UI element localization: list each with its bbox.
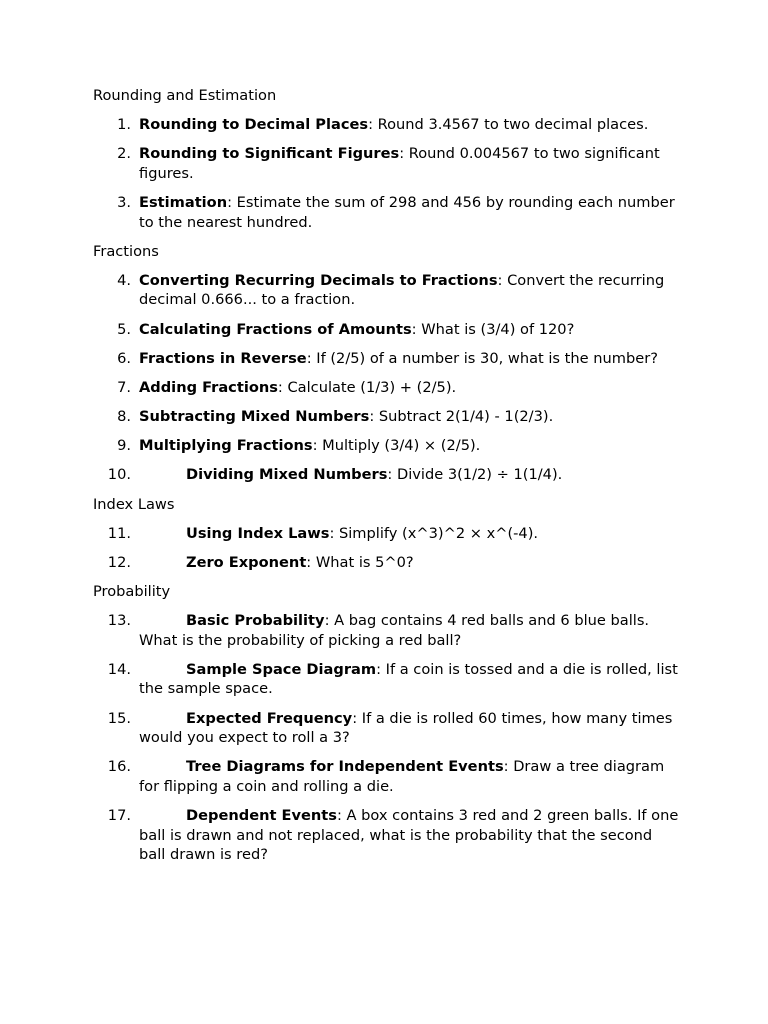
item-title: Rounding to Decimal Places	[139, 116, 369, 133]
section-heading-index-laws: Index Laws	[93, 495, 175, 513]
list-item	[93, 757, 683, 796]
item-number: 14.	[107, 660, 131, 678]
item-title: Dividing Mixed Numbers	[186, 466, 388, 484]
item-title: Calculating Fractions of Amounts	[139, 320, 412, 338]
list-item	[93, 709, 683, 748]
list-item	[93, 144, 683, 183]
item-number: 11.	[107, 524, 131, 542]
item-title: Sample Space Diagram	[186, 660, 377, 678]
item-number: 2.	[117, 145, 131, 163]
list-item	[93, 660, 683, 699]
item-title: Expected Frequency	[186, 709, 353, 727]
item-text: : If a coin is tossed and a die is rolled, list the sample space.	[139, 660, 678, 698]
item-text: : Calculate (1/3) + (2/5).	[277, 378, 457, 396]
item-title: Dependent Events	[186, 807, 337, 825]
list-item	[93, 524, 683, 544]
item-text: : If a die is rolled 60 times, how many times would you expect to roll a 3?	[139, 709, 673, 747]
item-text: : A box contains 3 red and 2 green balls. If one ball is drawn and not replaced, what is the probability that the second ball drawn is red?	[139, 807, 679, 864]
list-item	[93, 115, 683, 135]
item-number: 6.	[117, 349, 131, 367]
item-text: : Convert the recurring decimal 0.666... to a fraction.	[139, 271, 665, 309]
list-item	[93, 378, 683, 398]
item-number: 15.	[107, 709, 131, 727]
item-title: Fractions in Reverse	[139, 349, 307, 367]
item-title: Rounding to Significant Figures	[139, 145, 400, 163]
item-text: : What is (3/4) of 120?	[411, 320, 575, 338]
item-title: Tree Diagrams for Independent Events	[186, 758, 504, 776]
list-item	[93, 806, 683, 865]
item-number: 4.	[117, 271, 131, 289]
item-title: Multiplying Fractions	[139, 437, 313, 455]
item-number: 8.	[117, 408, 131, 426]
section-heading-fractions: Fractions	[93, 242, 159, 260]
item-text: : Multiply (3/4) × (2/5).	[312, 437, 481, 455]
list-item	[93, 465, 683, 485]
list-item	[93, 193, 683, 232]
item-number: 7.	[117, 378, 131, 396]
item-text: : Round 0.004567 to two significant figures.	[139, 145, 660, 182]
item-title: Estimation	[139, 193, 228, 211]
item-number: 3.	[117, 193, 131, 211]
item-number: 10.	[107, 466, 131, 484]
list-item	[93, 349, 683, 369]
item-number: 13.	[107, 612, 131, 630]
list-item	[93, 553, 683, 573]
item-number: 1.	[117, 116, 131, 133]
list-item	[93, 611, 683, 650]
list-item	[93, 407, 683, 427]
item-text: : Simplify (x^3)^2 × x^(-4).	[329, 524, 539, 542]
item-text: : Divide 3(1/2) ÷ 1(1/4).	[387, 466, 563, 484]
list-item	[93, 436, 683, 456]
item-title: Converting Recurring Decimals to Fractions	[139, 271, 498, 289]
item-text: : Subtract 2(1/4) - 1(2/3).	[369, 408, 554, 426]
item-number: 12.	[107, 553, 131, 571]
item-text: : What is 5^0?	[306, 553, 414, 571]
item-text: : Draw a tree diagram for flipping a coin and rolling a die.	[139, 758, 665, 795]
item-title: Basic Probability	[186, 612, 325, 630]
item-title: Subtracting Mixed Numbers	[139, 408, 370, 426]
item-text: : Round 3.4567 to two decimal places.	[368, 116, 649, 133]
item-number: 9.	[117, 437, 131, 455]
item-title: Adding Fractions	[139, 378, 278, 396]
item-number: 16.	[107, 758, 131, 776]
item-text: : If (2/5) of a number is 30, what is the number?	[306, 349, 658, 367]
item-number: 5.	[117, 320, 131, 338]
document-page	[93, 86, 683, 875]
list-item	[93, 320, 683, 340]
item-text: : Estimate the sum of 298 and 456 by rounding each number to the nearest hundred.	[139, 193, 675, 231]
section-heading-rounding: Rounding and Estimation	[93, 87, 277, 104]
item-title: Zero Exponent	[186, 553, 307, 571]
section-heading-probability: Probability	[93, 583, 171, 601]
item-title: Using Index Laws	[186, 524, 330, 542]
list-item	[93, 271, 683, 310]
item-text: : A bag contains 4 red balls and 6 blue balls. What is the probability of picking a red ball?	[139, 612, 650, 649]
item-number: 17.	[107, 807, 131, 825]
